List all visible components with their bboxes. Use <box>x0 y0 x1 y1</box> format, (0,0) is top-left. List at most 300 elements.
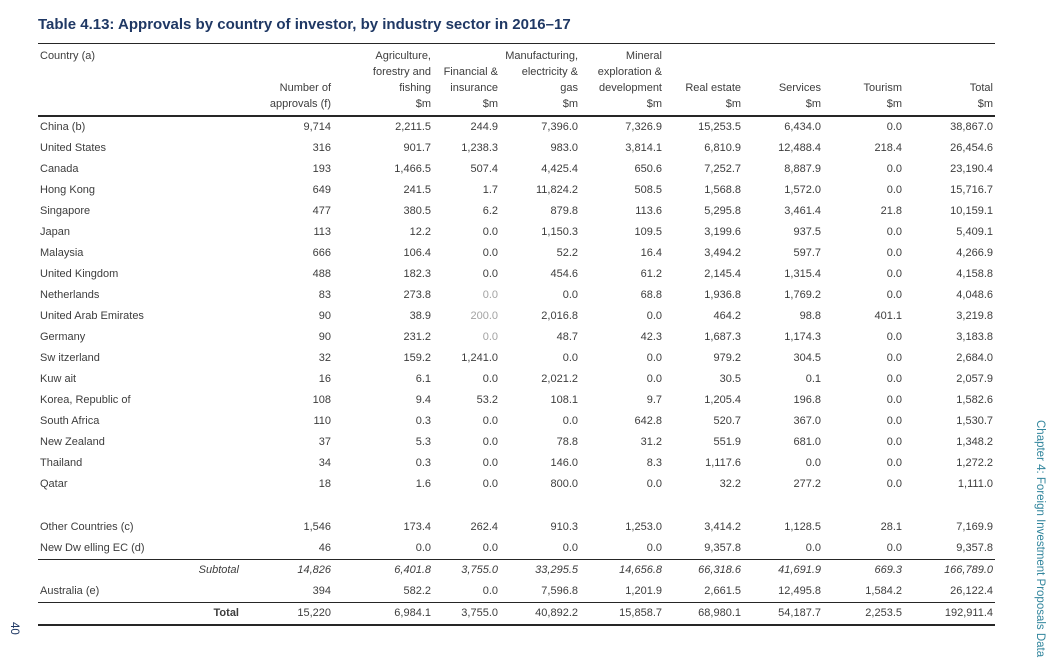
value-cell: 1,572.0 <box>784 184 821 196</box>
value-cell: 68.8 <box>640 289 662 301</box>
value-cell: 273.8 <box>403 289 431 301</box>
table-row <box>38 138 995 159</box>
value-cell: 200.0 <box>470 310 498 322</box>
value-cell: 218.4 <box>874 142 902 154</box>
value-cell: 0.0 <box>886 121 902 133</box>
value-cell: 2,021.2 <box>541 373 578 385</box>
column-header-country <box>38 44 245 117</box>
value-cell <box>664 495 743 517</box>
table-row <box>38 348 995 369</box>
value-cell: 0.0 <box>886 457 902 469</box>
column-header-line: Agriculture, <box>375 50 431 62</box>
value-cell: 1,315.4 <box>784 268 821 280</box>
value-cell: 113 <box>313 226 331 238</box>
value-cell: 0.0 <box>646 310 662 322</box>
value-cell: 0.0 <box>886 415 902 427</box>
value-cell: 1,546 <box>303 521 331 533</box>
column-header-line: approvals (f) <box>269 98 331 110</box>
value-cell: 983.0 <box>550 142 578 154</box>
value-cell: 1,111.0 <box>957 478 993 490</box>
value-cell: 0.0 <box>886 542 902 554</box>
value-cell: 9,714 <box>303 121 331 133</box>
value-cell: 9.4 <box>415 394 431 406</box>
value-cell: 8.3 <box>646 457 662 469</box>
value-cell: 0.0 <box>886 184 902 196</box>
value-cell: 2,253.5 <box>823 603 904 626</box>
column-header-line: Services <box>778 82 821 94</box>
country-cell: Korea, Republic of <box>40 394 131 406</box>
column-header-line: exploration & <box>597 66 662 78</box>
column-header-manufacturing <box>500 44 580 117</box>
country-cell: Japan <box>40 226 70 238</box>
value-cell: 30.5 <box>719 373 741 385</box>
value-cell: 53.2 <box>476 394 498 406</box>
value-cell: 23,190.4 <box>950 163 993 175</box>
value-cell: 38.9 <box>409 310 431 322</box>
value-cell: 2,211.5 <box>395 121 431 133</box>
value-cell: 173.4 <box>403 521 431 533</box>
value-cell: 394 <box>312 585 331 597</box>
value-cell: 0.0 <box>482 542 498 554</box>
country-cell: United Arab Emirates <box>40 310 144 322</box>
value-cell: 108 <box>312 394 331 406</box>
table-row <box>38 390 995 411</box>
value-cell: 16.4 <box>640 247 662 259</box>
value-cell: 477 <box>312 205 331 217</box>
value-cell: 0.0 <box>482 226 498 238</box>
value-cell: 4,425.4 <box>541 163 578 175</box>
value-cell: 192,911.4 <box>904 603 995 626</box>
value-cell: 11,824.2 <box>535 184 578 196</box>
table-row <box>38 180 995 201</box>
value-cell: 83 <box>318 289 331 301</box>
value-cell: 7,252.7 <box>704 163 741 175</box>
value-cell: 1,128.5 <box>784 521 821 533</box>
value-cell: 6,401.8 <box>333 560 433 582</box>
country-cell: Canada <box>40 163 79 175</box>
table-row <box>38 327 995 348</box>
value-cell: 14,656.8 <box>580 560 664 582</box>
table-content-area <box>38 12 995 626</box>
value-cell: 15,858.7 <box>580 603 664 626</box>
value-cell: 61.2 <box>640 268 662 280</box>
value-cell: 90 <box>318 331 331 343</box>
value-cell: 1,272.2 <box>956 457 993 469</box>
table-header <box>38 44 995 117</box>
value-cell: 642.8 <box>634 415 662 427</box>
value-cell: 3,461.4 <box>784 205 821 217</box>
value-cell: 40,892.2 <box>500 603 580 626</box>
value-cell: 0.0 <box>886 331 902 343</box>
column-header-financial <box>433 44 500 117</box>
value-cell: 15,253.5 <box>698 121 741 133</box>
value-cell: 1,241.0 <box>461 352 498 364</box>
value-cell: 109.5 <box>634 226 662 238</box>
value-cell: 7,169.9 <box>956 521 993 533</box>
country-cell: Other Countries (c) <box>40 521 134 533</box>
country-cell: South Africa <box>40 415 100 427</box>
value-cell: 4,158.8 <box>956 268 993 280</box>
country-cell: Netherlands <box>40 289 100 301</box>
value-cell <box>333 495 433 517</box>
value-cell: 316 <box>312 142 331 154</box>
table-row <box>38 411 995 432</box>
value-cell: 979.2 <box>713 352 741 364</box>
column-header-line: $m <box>562 98 578 110</box>
page-number: 40 <box>8 622 20 635</box>
value-cell: 551.9 <box>713 436 741 448</box>
value-cell: 0.0 <box>646 478 662 490</box>
value-cell: 0.0 <box>886 478 902 490</box>
column-header-tourism <box>823 44 904 117</box>
country-cell: Thailand <box>40 457 83 469</box>
value-cell: 9.7 <box>646 394 662 406</box>
value-cell: 520.7 <box>713 415 741 427</box>
value-cell: 0.0 <box>805 457 821 469</box>
value-cell: 1,348.2 <box>956 436 993 448</box>
value-cell: 12,488.4 <box>778 142 821 154</box>
table-body <box>38 116 995 625</box>
value-cell: 1,936.8 <box>704 289 741 301</box>
value-cell: 1,582.6 <box>956 394 993 406</box>
value-cell: 52.2 <box>556 247 578 259</box>
column-header-line: $m <box>886 98 902 110</box>
value-cell: 78.8 <box>556 436 578 448</box>
value-cell: 0.0 <box>886 163 902 175</box>
table-row <box>38 222 995 243</box>
value-cell: 3,199.6 <box>704 226 741 238</box>
value-cell: 6.1 <box>415 373 431 385</box>
value-cell: 3,183.8 <box>956 331 993 343</box>
table-row <box>38 495 995 517</box>
column-header-line: $m <box>725 98 741 110</box>
value-cell: 5,295.8 <box>704 205 741 217</box>
column-header-line: development <box>599 82 662 94</box>
value-cell: 33,295.5 <box>500 560 580 582</box>
value-cell: 193 <box>312 163 331 175</box>
column-header-line: gas <box>560 82 578 94</box>
value-cell: 42.3 <box>640 331 662 343</box>
column-header-line: Manufacturing, <box>505 50 578 62</box>
value-cell: 26,122.4 <box>950 585 993 597</box>
value-cell: 0.0 <box>886 247 902 259</box>
column-header-line: forestry and <box>372 66 431 78</box>
value-cell: 32.2 <box>719 478 741 490</box>
country-cell: Australia (e) <box>40 585 100 597</box>
country-cell: Singapore <box>40 205 91 217</box>
value-cell: 3,494.2 <box>704 247 741 259</box>
value-cell: 15,716.7 <box>950 184 993 196</box>
value-cell: 34 <box>318 457 331 469</box>
header-row <box>38 44 995 117</box>
value-cell: 1,530.7 <box>956 415 993 427</box>
table-row <box>38 560 995 582</box>
value-cell: 649 <box>312 184 331 196</box>
value-cell: 4,048.6 <box>956 289 993 301</box>
table-row <box>38 603 995 626</box>
value-cell: 6,810.9 <box>704 142 741 154</box>
value-cell: 0.0 <box>482 457 498 469</box>
value-cell: 3,755.0 <box>433 603 500 626</box>
country-cell: Subtotal <box>38 560 245 582</box>
value-cell <box>245 495 333 517</box>
column-header-realestate <box>664 44 743 117</box>
value-cell: 879.8 <box>550 205 578 217</box>
value-cell: 681.0 <box>793 436 821 448</box>
value-cell: 2,684.0 <box>956 352 993 364</box>
value-cell: 0.0 <box>482 268 498 280</box>
table-row <box>38 243 995 264</box>
value-cell: 1,117.6 <box>705 457 741 469</box>
value-cell: 0.0 <box>562 542 578 554</box>
value-cell: 0.3 <box>415 457 431 469</box>
chapter-side-label: Chapter 4: Foreign Investment Proposals Data <box>1034 419 1046 657</box>
country-cell: China (b) <box>40 121 86 133</box>
value-cell <box>580 495 664 517</box>
value-cell: 21.8 <box>880 205 902 217</box>
value-cell: 0.0 <box>482 585 498 597</box>
country-cell: Malaysia <box>40 247 84 259</box>
table-row <box>38 581 995 603</box>
column-header-line: Mineral <box>625 50 662 62</box>
approvals-by-country-table <box>38 43 995 626</box>
column-header-agriculture <box>333 44 433 117</box>
value-cell: 0.0 <box>646 542 662 554</box>
column-header-line: Number of <box>279 82 331 94</box>
value-cell: 669.3 <box>823 560 904 582</box>
country-cell: New Zealand <box>40 436 105 448</box>
value-cell: 2,057.9 <box>956 373 993 385</box>
table-row <box>38 369 995 390</box>
value-cell: 98.8 <box>799 310 821 322</box>
column-header-line: Total <box>969 82 993 94</box>
table-row <box>38 474 995 495</box>
value-cell: 1.7 <box>482 184 498 196</box>
value-cell: 0.0 <box>482 478 498 490</box>
value-cell: 910.3 <box>550 521 578 533</box>
value-cell: 901.7 <box>403 142 431 154</box>
value-cell: 0.0 <box>482 436 498 448</box>
value-cell: 0.0 <box>886 289 902 301</box>
value-cell: 1,466.5 <box>394 163 431 175</box>
value-cell: 7,596.8 <box>541 585 578 597</box>
value-cell: 7,326.9 <box>625 121 662 133</box>
table-title: Table 4.13: Approvals by country of investor, by industry sector in 2016–17 <box>38 16 571 33</box>
value-cell: 0.0 <box>482 373 498 385</box>
value-cell: 6.2 <box>482 205 498 217</box>
value-cell: 1,150.3 <box>541 226 578 238</box>
value-cell: 1,201.9 <box>625 585 662 597</box>
value-cell: 7,396.0 <box>541 121 578 133</box>
table-row <box>38 453 995 474</box>
value-cell: 46 <box>318 542 331 554</box>
value-cell: 26,454.6 <box>950 142 993 154</box>
value-cell: 0.0 <box>886 226 902 238</box>
value-cell: 0.0 <box>482 247 498 259</box>
value-cell: 31.2 <box>640 436 662 448</box>
column-header-line: insurance <box>450 82 498 94</box>
value-cell: 6,984.1 <box>333 603 433 626</box>
value-cell <box>500 495 580 517</box>
value-cell: 582.2 <box>403 585 431 597</box>
value-cell: 241.5 <box>403 184 431 196</box>
value-cell: 12.2 <box>409 226 431 238</box>
table-row <box>38 201 995 222</box>
value-cell: 9,357.8 <box>704 542 741 554</box>
value-cell: 0.3 <box>415 415 431 427</box>
value-cell: 12,495.8 <box>778 585 821 597</box>
value-cell: 5.3 <box>415 436 431 448</box>
value-cell: 1,687.3 <box>704 331 741 343</box>
value-cell: 0.1 <box>805 373 821 385</box>
value-cell <box>433 495 500 517</box>
value-cell <box>904 495 995 517</box>
value-cell: 4,266.9 <box>956 247 993 259</box>
value-cell: 3,755.0 <box>433 560 500 582</box>
country-cell: Hong Kong <box>40 184 96 196</box>
value-cell: 159.2 <box>403 352 431 364</box>
value-cell: 3,414.2 <box>704 521 741 533</box>
value-cell: 0.0 <box>482 415 498 427</box>
value-cell: 1,769.2 <box>784 289 821 301</box>
table-row <box>38 116 995 138</box>
value-cell: 244.9 <box>470 121 498 133</box>
value-cell: 0.0 <box>805 542 821 554</box>
value-cell: 110 <box>313 415 331 427</box>
value-cell: 1.6 <box>415 478 431 490</box>
column-header-line: Real estate <box>685 82 741 94</box>
table-row <box>38 285 995 306</box>
value-cell: 54,187.7 <box>743 603 823 626</box>
column-header-line: $m <box>977 98 993 110</box>
country-cell: Kuw ait <box>40 373 77 385</box>
value-cell: 2,016.8 <box>541 310 578 322</box>
column-header-mineral <box>580 44 664 117</box>
value-cell: 0.0 <box>886 394 902 406</box>
value-cell: 464.2 <box>713 310 741 322</box>
value-cell: 597.7 <box>793 247 821 259</box>
country-cell <box>38 495 245 517</box>
value-cell <box>823 495 904 517</box>
value-cell: 0.0 <box>886 373 902 385</box>
value-cell: 196.8 <box>793 394 821 406</box>
value-cell: 0.0 <box>562 352 578 364</box>
table-row <box>38 264 995 285</box>
value-cell: 231.2 <box>403 331 431 343</box>
value-cell: 37 <box>318 436 331 448</box>
value-cell: 304.5 <box>793 352 821 364</box>
value-cell: 38,867.0 <box>950 121 993 133</box>
value-cell: 507.4 <box>470 163 498 175</box>
value-cell: 18 <box>318 478 331 490</box>
value-cell: 800.0 <box>550 478 578 490</box>
value-cell: 0.0 <box>482 331 498 343</box>
value-cell: 5,409.1 <box>956 226 993 238</box>
value-cell: 0.0 <box>886 268 902 280</box>
column-header-line: $m <box>415 98 431 110</box>
value-cell: 14,826 <box>245 560 333 582</box>
value-cell: 2,145.4 <box>704 268 741 280</box>
value-cell: 508.5 <box>634 184 662 196</box>
value-cell: 367.0 <box>793 415 821 427</box>
value-cell: 108.1 <box>550 394 578 406</box>
column-header-line: $m <box>482 98 498 110</box>
value-cell: 488 <box>312 268 331 280</box>
column-header-total <box>904 44 995 117</box>
column-header-line: $m <box>646 98 662 110</box>
value-cell: 1,174.3 <box>784 331 821 343</box>
table-row <box>38 432 995 453</box>
column-header-line: Tourism <box>863 82 902 94</box>
value-cell: 68,980.1 <box>664 603 743 626</box>
value-cell: 3,814.1 <box>625 142 662 154</box>
table-row <box>38 159 995 180</box>
value-cell: 0.0 <box>562 415 578 427</box>
country-cell: United Kingdom <box>40 268 119 280</box>
value-cell: 0.0 <box>646 373 662 385</box>
value-cell: 28.1 <box>880 521 902 533</box>
value-cell: 146.0 <box>550 457 578 469</box>
value-cell: 166,789.0 <box>904 560 995 582</box>
value-cell: 15,220 <box>245 603 333 626</box>
value-cell: 106.4 <box>403 247 431 259</box>
column-header-line: fishing <box>399 82 431 94</box>
column-header-line: electricity & <box>521 66 578 78</box>
value-cell: 2,661.5 <box>704 585 741 597</box>
value-cell: 380.5 <box>403 205 431 217</box>
country-cell: Sw itzerland <box>40 352 100 364</box>
value-cell: 262.4 <box>470 521 498 533</box>
value-cell <box>743 495 823 517</box>
value-cell: 16 <box>318 373 331 385</box>
value-cell: 0.0 <box>415 542 431 554</box>
value-cell: 66,318.6 <box>664 560 743 582</box>
value-cell: 10,159.1 <box>950 205 993 217</box>
table-row <box>38 517 995 538</box>
value-cell: 1,568.8 <box>704 184 741 196</box>
country-cell: New Dw elling EC (d) <box>40 542 145 554</box>
column-header-line: $m <box>805 98 821 110</box>
table-row <box>38 538 995 560</box>
value-cell: 182.3 <box>403 268 431 280</box>
value-cell: 3,219.8 <box>956 310 993 322</box>
column-header-approvals <box>245 44 333 117</box>
column-header-services <box>743 44 823 117</box>
country-cell: Germany <box>40 331 86 343</box>
value-cell: 454.6 <box>550 268 578 280</box>
value-cell: 1,205.4 <box>704 394 741 406</box>
column-header-line: Country (a) <box>40 50 96 62</box>
value-cell: 48.7 <box>556 331 578 343</box>
value-cell: 0.0 <box>482 289 498 301</box>
value-cell: 0.0 <box>562 289 578 301</box>
country-cell: Total <box>38 603 245 626</box>
value-cell: 1,584.2 <box>865 585 902 597</box>
value-cell: 277.2 <box>793 478 821 490</box>
value-cell: 1,253.0 <box>625 521 662 533</box>
table-row <box>38 306 995 327</box>
value-cell: 666 <box>312 247 331 259</box>
value-cell: 0.0 <box>646 352 662 364</box>
value-cell: 0.0 <box>886 352 902 364</box>
value-cell: 1,238.3 <box>461 142 498 154</box>
value-cell: 6,434.0 <box>784 121 821 133</box>
value-cell: 937.5 <box>793 226 821 238</box>
value-cell: 9,357.8 <box>956 542 993 554</box>
value-cell: 41,691.9 <box>743 560 823 582</box>
value-cell: 90 <box>318 310 331 322</box>
value-cell: 8,887.9 <box>784 163 821 175</box>
